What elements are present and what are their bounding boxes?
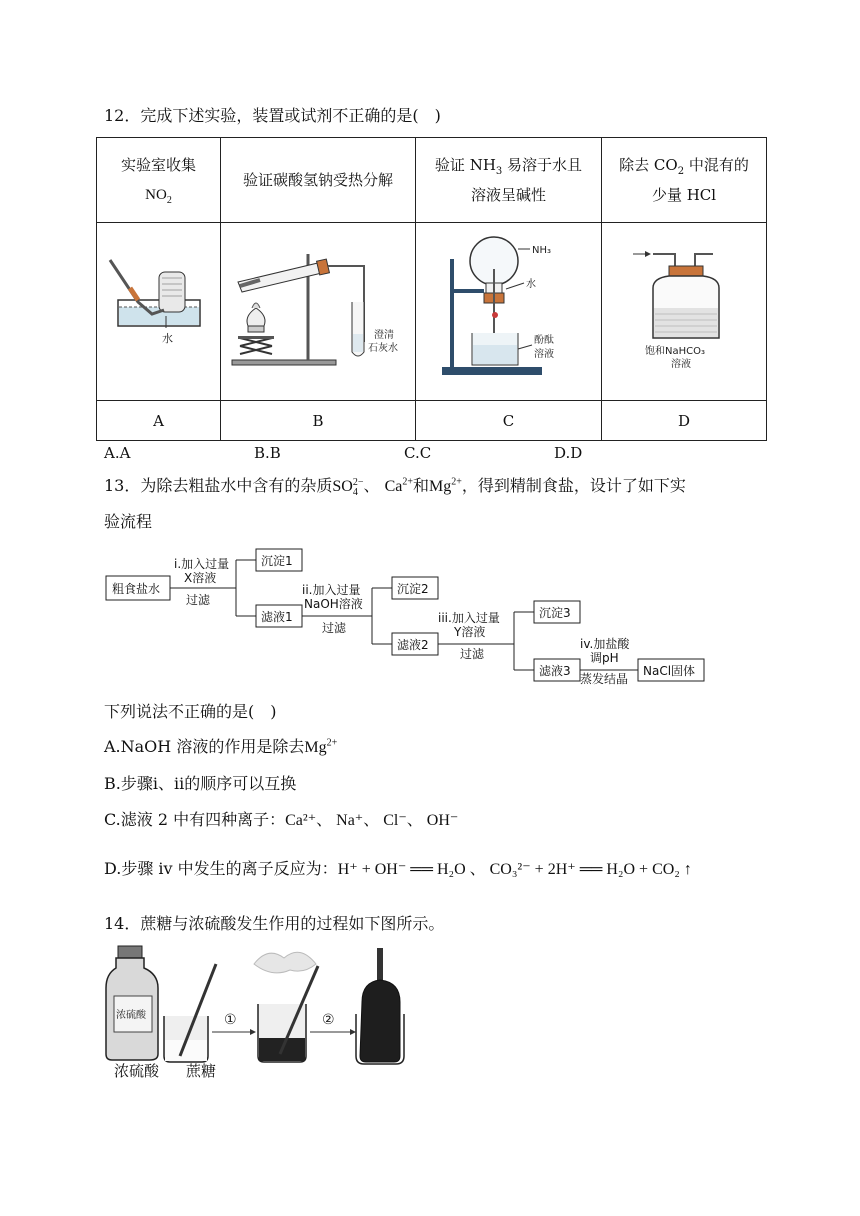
q13-flowchart	[104, 546, 714, 686]
svg-text:NH₃: NH₃	[531, 245, 551, 256]
svg-text:iii.加入过量: iii.加入过量	[438, 611, 500, 625]
header-a: 实验室收集 $NO_2$	[97, 138, 221, 223]
header-row	[97, 138, 767, 223]
q12-table	[96, 137, 767, 441]
svg-text:石灰水: 石灰水	[367, 342, 398, 354]
figure-b	[221, 223, 416, 401]
q12-option-c[interactable]: C.C	[404, 444, 432, 462]
figure-a	[97, 223, 221, 401]
caption-sucrose: 蔗糖	[186, 1062, 217, 1080]
q13-question: 下列说法不正确的是( )	[104, 702, 277, 721]
label-d: D	[602, 401, 767, 441]
q13-stem-line2: 验流程	[104, 512, 153, 531]
bottle-label: 浓硫酸	[116, 1010, 146, 1021]
flow-filtrate-1: 滤液1	[261, 610, 293, 624]
q12-option-b[interactable]: B.B	[254, 444, 281, 462]
label-a: A	[97, 401, 221, 441]
caption-sulfuric-acid: 浓硫酸	[114, 1062, 160, 1080]
figure-d	[602, 223, 767, 401]
svg-text:过滤: 过滤	[460, 647, 485, 661]
q13-option-d[interactable]: D.步骤 iv 中发生的离子反应为：H⁺ + OH⁻ ══ H₂O 、 CO₃²⁻ + 2H⁺ ══ H₂O + CO₂ ↑	[104, 859, 692, 878]
label-water: 水	[161, 331, 173, 345]
figure-c	[416, 223, 602, 401]
q13-option-b[interactable]: B.步骤ⅰ、ⅱ的顺序可以互换	[104, 774, 297, 793]
svg-text:蒸发结晶: 蒸发结晶	[580, 672, 629, 686]
svg-text:溶液: 溶液	[671, 358, 691, 370]
header-b: 验证碳酸氢钠受热分解	[221, 138, 416, 223]
q12-stem: 12．完成下述实验，装置或试剂不正确的是( )	[104, 106, 441, 125]
svg-text:过滤: 过滤	[186, 593, 211, 607]
svg-text:酚酞: 酚酞	[533, 335, 554, 346]
flow-end: NaCl固体	[643, 664, 696, 678]
svg-text:X溶液: X溶液	[184, 571, 217, 585]
svg-text:澄清: 澄清	[373, 329, 394, 341]
label-c: C	[416, 401, 602, 441]
svg-text:i.加入过量: i.加入过量	[174, 557, 230, 571]
q13-stem: 13．为除去粗盐水中含有的杂质$SO_4^{2-}$、 $Ca^{2+}$和$Mg^{2+}$，得到精制食盐，设计了如下实	[104, 476, 686, 499]
heating-figure	[226, 242, 411, 372]
flow-start: 粗食盐水	[112, 582, 161, 596]
svg-text:Y溶液: Y溶液	[454, 625, 486, 639]
label-b: B	[221, 401, 416, 441]
svg-text:iv.加盐酸: iv.加盐酸	[580, 637, 630, 651]
svg-text:溶液: 溶液	[533, 349, 554, 360]
header-d: 除去 $CO_2$ 中混有的 少量 HCl	[602, 138, 767, 223]
step-1: ①	[224, 1012, 237, 1028]
flow-filtrate-3: 滤液3	[539, 664, 571, 678]
q12-option-a[interactable]: A.A	[104, 444, 131, 462]
q13-option-c[interactable]: C.滤液 2 中有四种离子：Ca²⁺、 Na⁺、 Cl⁻、 OH⁻	[104, 810, 459, 829]
q12-option-d[interactable]: D.D	[554, 444, 583, 462]
figure-row	[97, 223, 767, 401]
header-c: 验证 $NH_3$ 易溶于水且 溶液呈碱性	[416, 138, 602, 223]
flow-filtrate-2: 滤液2	[397, 638, 429, 652]
svg-text:调pH: 调pH	[590, 651, 619, 665]
svg-text:饱和NaHCO₃: 饱和NaHCO₃	[645, 345, 705, 357]
flow-precipitate-1: 沉淀1	[261, 554, 293, 568]
gas-washing-figure	[629, 242, 739, 372]
fountain-figure	[434, 229, 584, 384]
flow-precipitate-2: 沉淀2	[397, 582, 429, 596]
q13-option-a[interactable]: A.NaOH 溶液的作用是除去$Mg^{2+}$	[104, 737, 338, 756]
water-collection-figure	[104, 252, 214, 362]
svg-text:水: 水	[525, 279, 536, 290]
flow-precipitate-3: 沉淀3	[539, 606, 571, 620]
step-2: ②	[322, 1012, 335, 1028]
svg-text:NaOH溶液: NaOH溶液	[304, 597, 363, 611]
q14-stem: 14．蔗糖与浓硫酸发生作用的过程如下图所示。	[104, 914, 445, 933]
label-row	[97, 401, 767, 441]
svg-text:过滤: 过滤	[322, 621, 347, 635]
svg-text:ii.加入过量: ii.加入过量	[302, 583, 361, 597]
